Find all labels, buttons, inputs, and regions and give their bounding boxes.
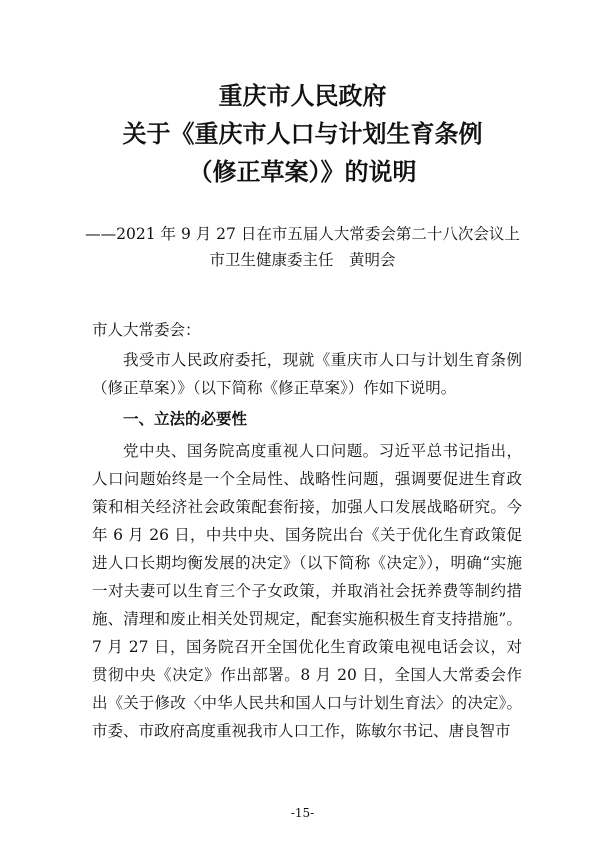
meeting-info: ——2021 年 9 月 27 日在市五届人大常委会第二十八次会议上 — [85, 225, 520, 243]
section-heading: 一、立法的必要性 — [123, 409, 248, 428]
document-title-line-1: 重庆市人民政府 — [218, 81, 387, 110]
speaker-info: 市卫生健康委主任 黄明会 — [209, 251, 396, 269]
body-paragraph: 党中央、国务院高度重视人口问题。习近平总书记指出，人口问题始终是一个全局性、战略性问题，强调要促进生育政策和相关经济社会政策配套衔接，加强人口发展战略研究。今年 6 月 26 日，中共中央、国务院出台《关于优化生育政策促进人口长期均衡发展的决定》（以下简称《决定》），明确“实施一对夫妻可以生育三个子女政策，并取消社会抚养费等制约措施、清理和废止相关处罚规定，配套实施积极生育支持措施”。7 月 27 日，国务院召开全国优化生育政策电视电话会议，对贯彻中央《决定》作出部署。8 月 20 日，全国人大常委会作出《关于修改〈中华人民共和国人口与计划生育法〉的决定》。市委、市政府高度重视我市人口工作，陈敏尔书记、唐良智市 — [92, 442, 522, 740]
document-title-line-3: （修正草案）》的说明 — [188, 157, 417, 186]
intro-paragraph: 我受市人民政府委托，现就《重庆市人口与计划生育条例（修正草案）》（以下简称《修正草案》）作如下说明。 — [92, 351, 522, 397]
salutation: 市人大常委会： — [92, 321, 201, 339]
document-title-line-2: 关于《重庆市人口与计划生育条例 — [122, 119, 483, 148]
page-number: -15- — [290, 806, 315, 820]
